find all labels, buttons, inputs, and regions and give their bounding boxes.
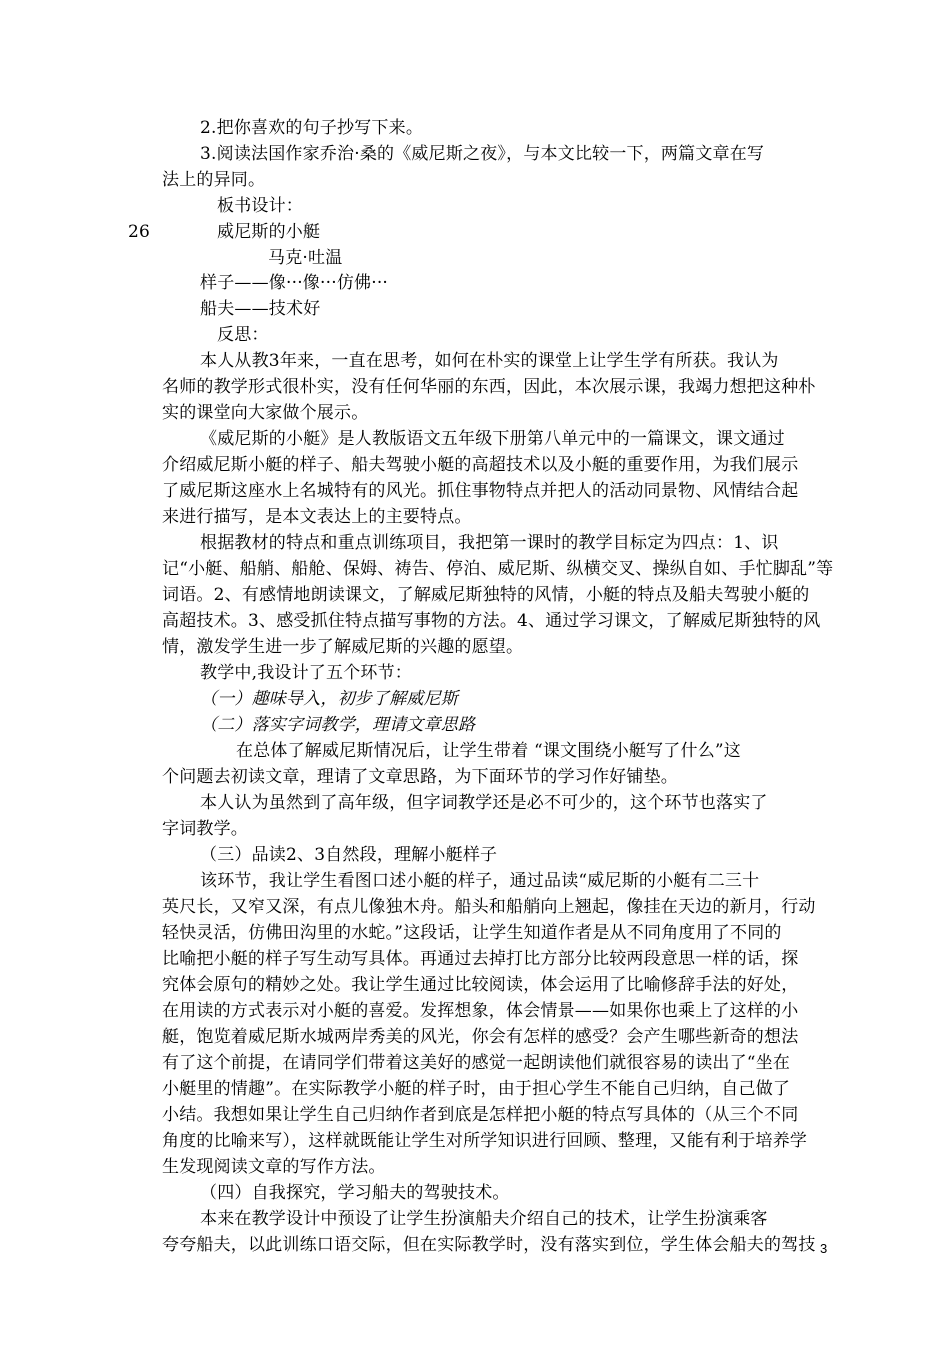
step-2-para2-line2: 字词教学。 bbox=[162, 819, 248, 839]
step-4-line2: 夸夸船夫，以此训练口语交际，但在实际教学时，没有落实到位，学生体会船夫的驾技 bbox=[162, 1235, 816, 1255]
step-3-line3: 轻快灵活，仿佛田沟里的水蛇。”这段话，让学生知道作者是从不同角度用了不同的 bbox=[162, 923, 782, 943]
homework-item-2: 2.把你喜欢的句子抄写下来。 bbox=[200, 118, 424, 138]
reflection-para3-line1: 根据教材的特点和重点训练项目，我把第一课时的教学目标定为四点：1、识 bbox=[200, 533, 779, 553]
step-3-line10: 小结。我想如果让学生自己归纳作者到底是怎样把小艇的特点写具体的（从三个不同 bbox=[162, 1105, 799, 1125]
reflection-para1-line1: 本人从教3年来，一直在思考，如何在朴实的课堂上让学生学有所获。我认为 bbox=[200, 351, 779, 371]
lesson-title: 威尼斯的小艇 bbox=[217, 222, 321, 242]
page-number: 3 bbox=[820, 1241, 828, 1256]
step-3-line12: 生发现阅读文章的写作方法。 bbox=[162, 1157, 386, 1177]
reflection-para1-line3: 实的课堂向大家做个展示。 bbox=[162, 403, 369, 423]
reflection-para2-line1: 《威尼斯的小艇》是人教版语文五年级下册第八单元中的一篇课文，课文通过 bbox=[200, 429, 785, 449]
step-3-line7: 艇，饱览着威尼斯水城两岸秀美的风光，你会有怎样的感受？会产生哪些新奇的想法 bbox=[162, 1027, 799, 1047]
homework-item-3-cont: 法上的异同。 bbox=[162, 170, 266, 190]
step-3-line1: 该环节，我让学生看图口述小艇的样子，通过品读“威尼斯的小艇有二三十 bbox=[200, 871, 760, 891]
step-3-line2: 英尺长，又窄又深，有点儿像独木舟。船头和船艄向上翘起，像挂在天边的新月，行动 bbox=[162, 897, 816, 917]
reflection-para3-line5: 情，激发学生进一步了解威尼斯的兴趣的愿望。 bbox=[162, 637, 524, 657]
step-2-para1-line1: 在总体了解威尼斯情况后，让学生带着 “课文围绕小艇写了什么”这 bbox=[236, 741, 741, 761]
homework-item-3: 3.阅读法国作家乔治·桑的《威尼斯之夜》，与本文比较一下，两篇文章在写 bbox=[200, 144, 765, 164]
step-2-heading: （二）落实字词教学，理请文章思路 bbox=[200, 715, 476, 735]
step-2-para1-line2: 个问题去初读文章，理请了文章思路，为下面环节的学习作好铺垫。 bbox=[162, 767, 678, 787]
step-3-line4: 比喻把小艇的样子写生动写具体。再通过去掉打比方部分比较两段意思一样的话，探 bbox=[162, 949, 799, 969]
step-4-heading: （四）自我探究，学习船夫的驾驶技术。 bbox=[200, 1183, 510, 1203]
reflection-para2-line4: 来进行描写，是本文表达上的主要特点。 bbox=[162, 507, 472, 527]
lesson-number: 26 bbox=[128, 222, 151, 242]
reflection-para1-line2: 名师的教学形式很朴实，没有任何华丽的东西，因此，本次展示课，我竭力想把这种朴 bbox=[162, 377, 816, 397]
step-4-line1: 本来在教学设计中预设了让学生扮演船夫介绍自己的技术，让学生扮演乘客 bbox=[200, 1209, 768, 1229]
step-3-line6: 在用读的方式表示对小艇的喜爱。发挥想象，体会情景——如果你也乘上了这样的小 bbox=[162, 1001, 799, 1021]
board-design-heading: 板书设计： bbox=[217, 196, 303, 216]
reflection-para3-line3: 词语。2、有感情地朗读课文，了解威尼斯独特的风情，小艇的特点及船夫驾驶小艇的 bbox=[162, 585, 810, 605]
step-3-line11: 角度的比喻来写），这样就既能让学生对所学知识进行回顾、整理，又能有利于培养学 bbox=[162, 1131, 808, 1151]
reflection-para2-line2: 介绍威尼斯小艇的样子、船夫驾驶小艇的高超技术以及小艇的重要作用，为我们展示 bbox=[162, 455, 799, 475]
lesson-author: 马克·吐温 bbox=[268, 248, 343, 268]
reflection-heading: 反思： bbox=[217, 325, 269, 345]
reflection-para3-line4: 高超技术。3、感受抓住特点描写事物的方法。4、通过学习课文，了解威尼斯独特的风 bbox=[162, 611, 821, 631]
step-3-heading: （三）品读2、3自然段，理解小艇样子 bbox=[200, 845, 498, 865]
step-3-line9: 小艇里的情趣”。在实际教学小艇的样子时，由于担心学生不能自己归纳，自己做了 bbox=[162, 1079, 791, 1099]
board-line-shape: 样子——像···像···仿佛··· bbox=[200, 273, 389, 293]
reflection-para3-line2: 记“小艇、船艄、船舱、保姆、祷告、停泊、威尼斯、纵横交叉、操纵自如、手忙脚乱”等 bbox=[162, 559, 834, 579]
teaching-steps-intro: 教学中,我设计了五个环节： bbox=[200, 663, 413, 683]
step-3-line8: 有了这个前提，在请同学们带着这美好的感觉一起朗读他们就很容易的读出了“坐在 bbox=[162, 1053, 791, 1073]
step-2-para2-line1: 本人认为虽然到了高年级，但字词教学还是必不可少的，这个环节也落实了 bbox=[200, 793, 768, 813]
board-line-boatman: 船夫——技术好 bbox=[200, 299, 321, 319]
reflection-para2-line3: 了威尼斯这座水上名城特有的风光。抓住事物特点并把人的活动同景物、风情结合起 bbox=[162, 481, 799, 501]
step-1-heading: （一）趣味导入，初步了解威尼斯 bbox=[200, 689, 458, 709]
step-3-line5: 究体会原句的精妙之处。我让学生通过比较阅读，体会运用了比喻修辞手法的好处， bbox=[162, 975, 799, 995]
